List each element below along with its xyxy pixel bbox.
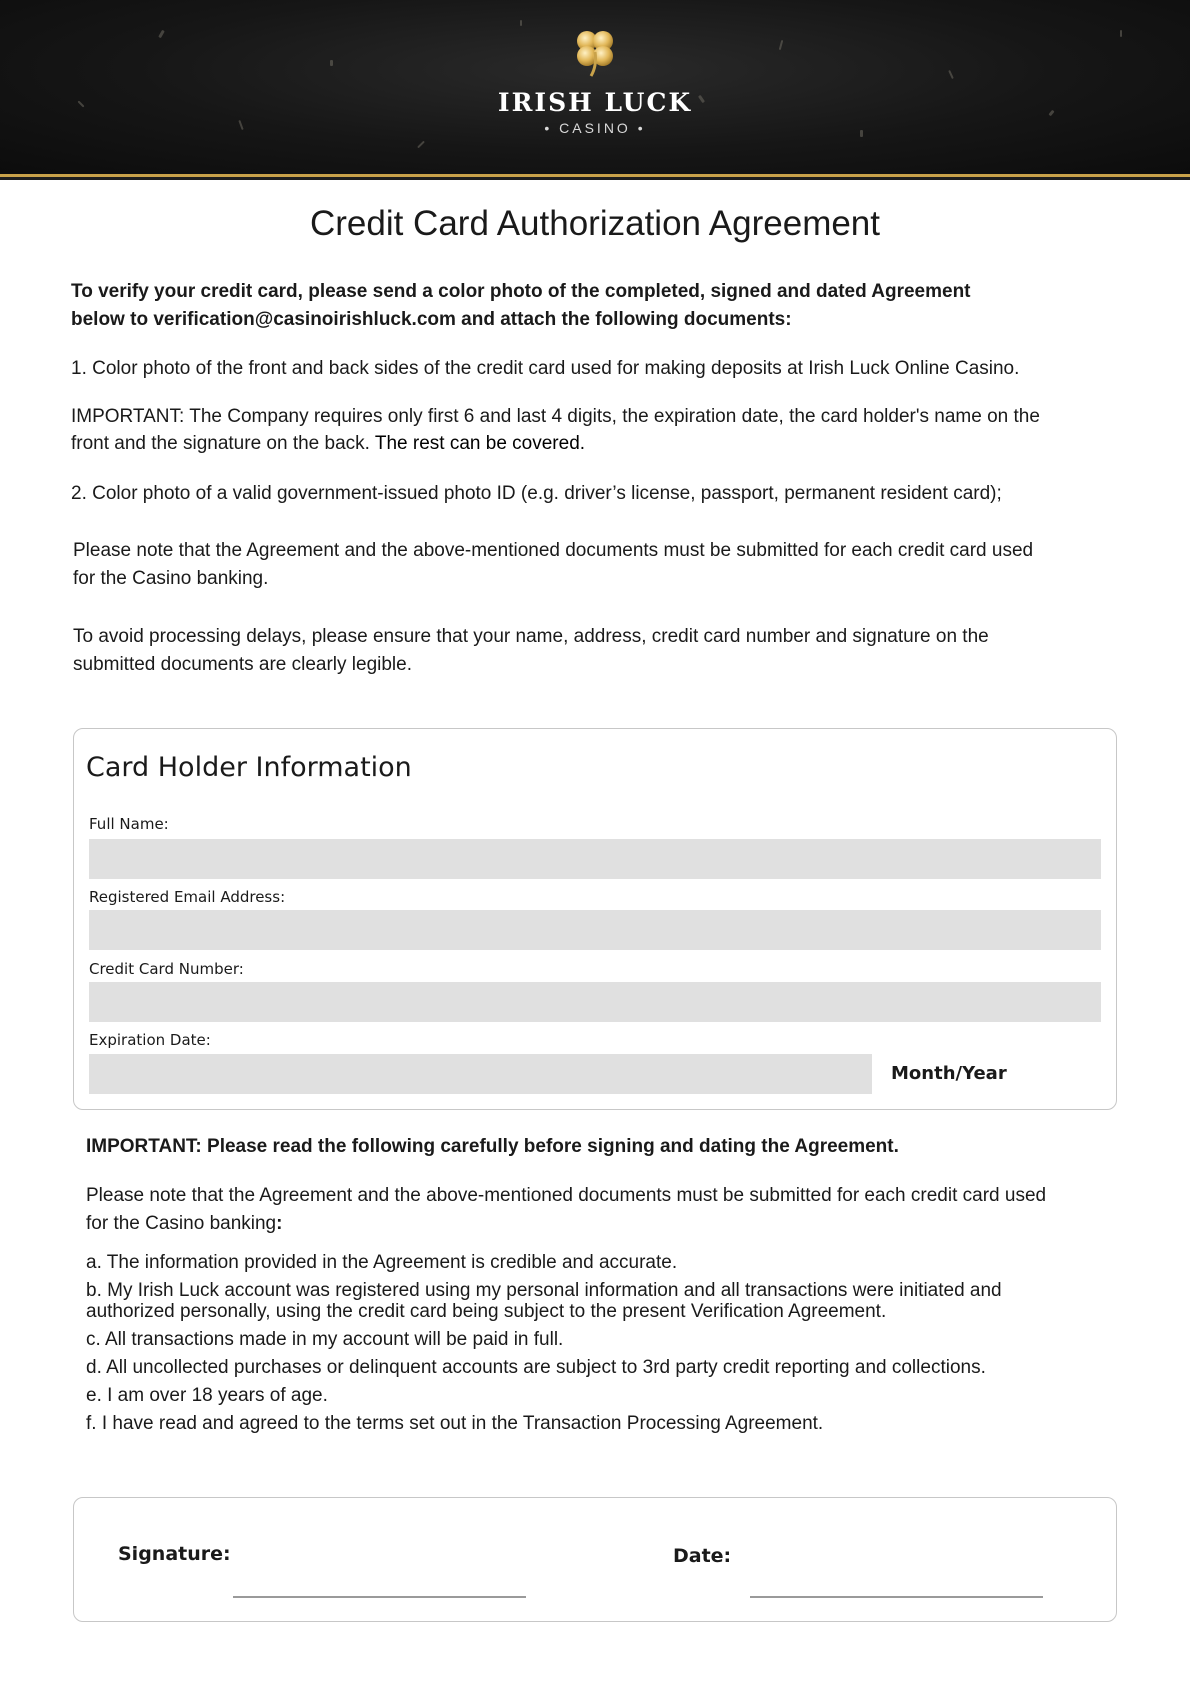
terms-item-b: b. My Irish Luck account was registered using my personal information and all transactions were initiated and [86, 1280, 1002, 1301]
requirement-item-2: 2. Color photo of a valid government-issued photo ID (e.g. driver’s license, passport, permanent resident card); [71, 483, 1002, 504]
expiration-input[interactable] [89, 1054, 872, 1094]
terms-note-colon: : [276, 1213, 283, 1234]
full-name-input[interactable] [89, 839, 1101, 879]
terms-note-line: Please note that the Agreement and the above-mentioned documents must be submitted for each credit card used [86, 1185, 1047, 1206]
date-line[interactable] [750, 1596, 1043, 1598]
important-note-line: IMPORTANT: The Company requires only first 6 and last 4 digits, the expiration date, the card holder's name on the [71, 406, 1040, 427]
header-banner [0, 0, 1190, 174]
terms-note-text: for the Casino banking [86, 1213, 277, 1234]
card-holder-heading: Card Holder Information [86, 752, 412, 783]
banner-divider [0, 177, 1190, 180]
intro-line: To verify your credit card, please send a color photo of the completed, signed and dated Agreement [71, 281, 971, 302]
requirement-item-1: 1. Color photo of the front and back sides of the credit card used for making deposits at Irish Luck Online Casino. [71, 358, 1020, 379]
important-heading: IMPORTANT: Please read the following carefully before signing and dating the Agreement. [86, 1136, 899, 1157]
card-number-input[interactable] [89, 982, 1101, 1022]
signature-label: Signature: [118, 1543, 231, 1565]
date-label: Date: [673, 1545, 732, 1567]
clover-icon [567, 22, 623, 78]
important-note-emphasis: The rest can be covered. [369, 433, 586, 454]
important-note-text: front and the signature on the back. [71, 433, 370, 454]
terms-note-line [86, 1210, 282, 1238]
note-line: To avoid processing delays, please ensure that your name, address, credit card number and signature on the [73, 626, 989, 647]
terms-item-f: f. I have read and agreed to the terms set out in the Transaction Processing Agreement. [86, 1413, 824, 1434]
banner-speck [417, 141, 425, 149]
email-input[interactable] [89, 910, 1101, 950]
page-title: Credit Card Authorization Agreement [309, 204, 881, 243]
expiration-label: Expiration Date: [89, 1031, 211, 1049]
brand-name: IRISH LUCK [497, 88, 693, 117]
terms-item-c: c. All transactions made in my account will be paid in full. [86, 1329, 564, 1350]
important-note-line [71, 430, 585, 458]
terms-item-e: e. I am over 18 years of age. [86, 1385, 328, 1406]
terms-item-a: a. The information provided in the Agreement is credible and accurate. [86, 1252, 678, 1273]
intro-line: below to verification@casinoirishluck.com and attach the following documents: [71, 309, 792, 330]
card-number-label: Credit Card Number: [89, 960, 244, 978]
terms-item-b-continued: authorized personally, using the credit card being subject to the present Verification Agreement. [86, 1301, 887, 1322]
note-line: for the Casino banking. [73, 568, 269, 589]
brand-logo [0, 22, 1190, 136]
brand-subtitle: • CASINO • [544, 120, 646, 136]
note-line: Please note that the Agreement and the above-mentioned documents must be submitted for each credit card used [73, 540, 1034, 561]
month-year-hint: Month/Year [891, 1063, 1007, 1084]
terms-item-d: d. All uncollected purchases or delinquent accounts are subject to 3rd party credit reporting and collections. [86, 1357, 986, 1378]
full-name-label: Full Name: [89, 815, 169, 833]
signature-line[interactable] [233, 1596, 526, 1598]
note-line: submitted documents are clearly legible. [73, 654, 413, 675]
email-label: Registered Email Address: [89, 888, 286, 906]
